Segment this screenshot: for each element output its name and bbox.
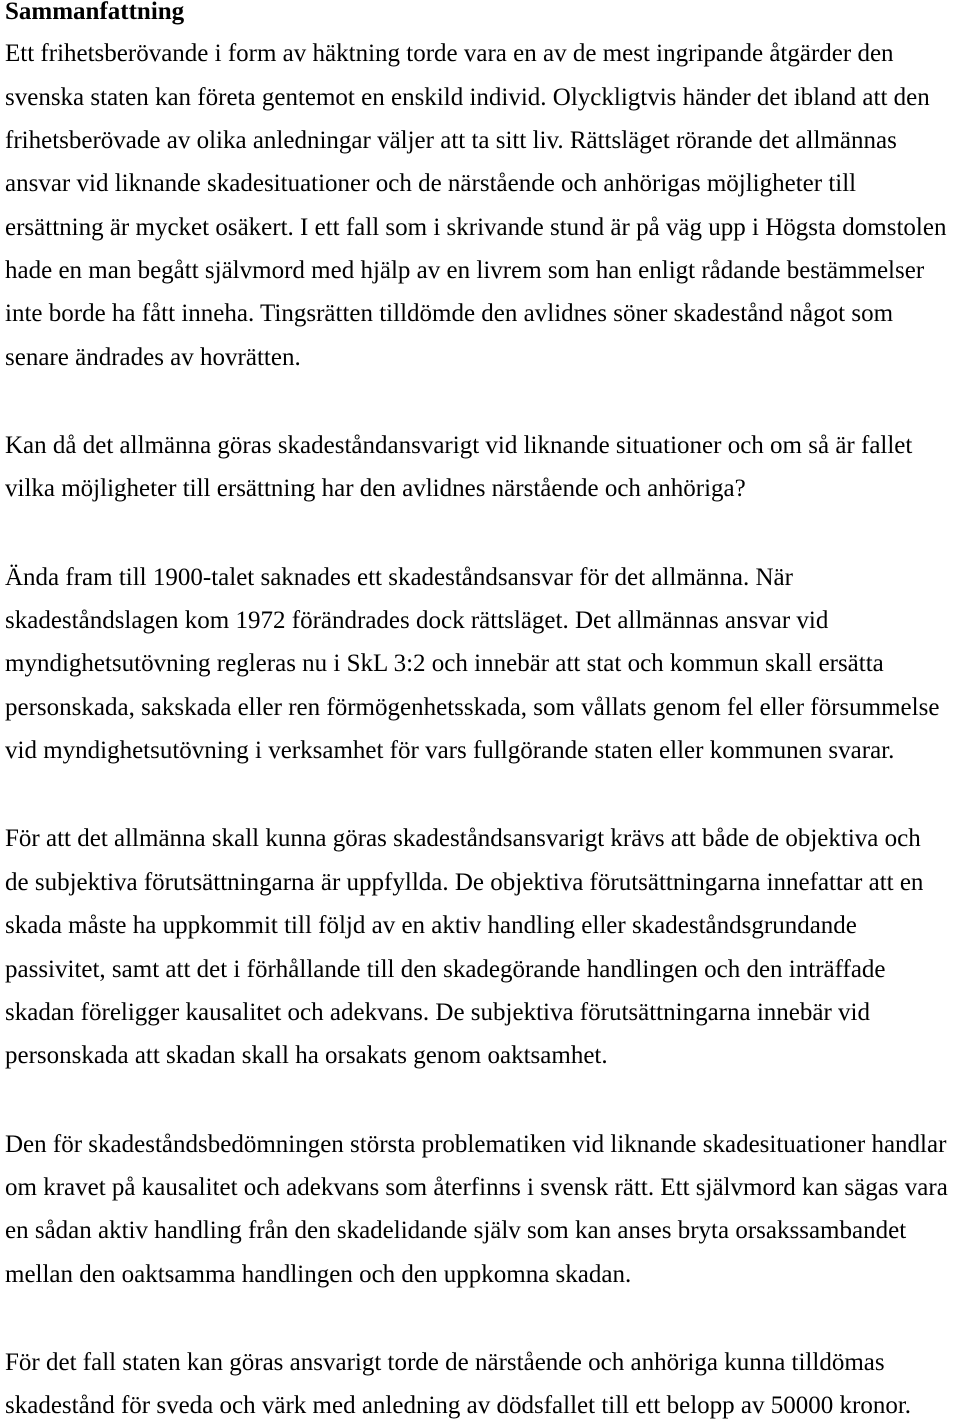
text-line: svenska staten kan företa gentemot en enskild individ. Olyckligtvis händer det ibland att den [5, 83, 930, 111]
text-line: hade en man begått självmord med hjälp av en livrem som han enligt rådande bestämmelser [5, 257, 925, 285]
text-line: vid myndighetsutövning i verksamhet för vars fullgörande staten eller kommunen svarar. [5, 737, 895, 765]
text-line: personskada att skadan skall ha orsakats genom oaktsamhet. [5, 1042, 608, 1070]
text-line: passivitet, samt att det i förhållande till den skadegörande handlingen och den inträffade [5, 955, 886, 983]
text-line: skadan föreligger kausalitet och adekvans. De subjektiva förutsättningarna innebär vid [5, 998, 870, 1026]
text-line: Ett frihetsberövande i form av häktning torde vara en av de mest ingripande åtgärder den [5, 40, 894, 68]
text-line: mellan den oaktsamma handlingen och den uppkomna skadan. [5, 1260, 632, 1288]
text-line: frihetsberövade av olika anledningar väljer att ta sitt liv. Rättsläget rörande det allmännas [5, 126, 897, 154]
text-line: skadestånd för sveda och värk med anledning av dödsfallet till ett belopp av 50000 kronor. [5, 1392, 912, 1420]
text-line: För att det allmänna skall kunna göras skadeståndsansvarigt krävs att både de objektiva och [5, 825, 921, 853]
paragraph-causality [5, 1131, 955, 1288]
text-line: För det fall staten kan göras ansvarigt torde de närstående och anhöriga kunna tilldömas [5, 1348, 885, 1376]
text-line: senare ändrades av hovrätten. [5, 343, 301, 371]
paragraph-requirements [5, 825, 955, 1069]
text-line: Ända fram till 1900-talet saknades ett skadeståndsansvar för det allmänna. När [5, 563, 793, 591]
text-line: en sådan aktiv handling från den skadelidande själv som kan anses bryta orsakssambandet [5, 1217, 907, 1245]
text-line: Kan då det allmänna göras skadeståndansvarigt vid liknande situationer och om så är fallet [5, 432, 913, 460]
document-page [5, 0, 955, 1419]
paragraph-history [5, 564, 955, 765]
text-line: Den för skadeståndsbedömningen största problematiken vid liknande skadesituationer handlar [5, 1130, 947, 1158]
text-line: skadeståndslagen kom 1972 förändrades dock rättsläget. Det allmännas ansvar vid [5, 607, 829, 635]
page-title: Sammanfattning [5, 0, 185, 25]
text-line: myndighetsutövning regleras nu i SkL 3:2 och innebär att stat och kommun skall ersätta [5, 650, 884, 678]
text-line: vilka möjligheter till ersättning har den avlidnes närstående och anhöriga? [5, 475, 746, 503]
text-line: om kravet på kausalitet och adekvans som återfinns i svensk rätt. Ett självmord kan sägas vara [5, 1173, 948, 1201]
paragraph-intro [5, 40, 955, 371]
paragraph-question [5, 432, 955, 502]
text-line: inte borde ha fått inneha. Tingsrätten tilldömde den avlidnes söner skadestånd något som [5, 300, 894, 328]
paragraph-conclusion [5, 1349, 955, 1419]
text-line: skada måste ha uppkommit till följd av en aktiv handling eller skadeståndsgrundande [5, 912, 857, 940]
text-line: de subjektiva förutsättningarna är uppfyllda. De objektiva förutsättningarna innefattar att en [5, 868, 924, 896]
text-line: ersättning är mycket osäkert. I ett fall som i skrivande stund är på väg upp i Högsta domstolen [5, 213, 947, 241]
text-line: ansvar vid liknande skadesituationer och de närstående och anhörigas möjligheter till [5, 170, 857, 198]
text-line: personskada, sakskada eller ren förmögenhetsskada, som vållats genom fel eller försummelse [5, 693, 940, 721]
